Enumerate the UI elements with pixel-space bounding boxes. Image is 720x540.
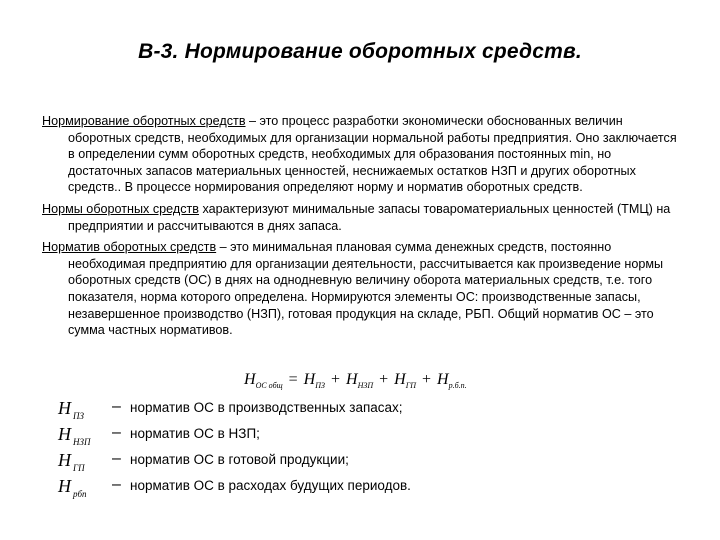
- formula-term-symbol: Н: [346, 371, 358, 388]
- formula-term-symbol: Н: [437, 371, 449, 388]
- formula-plus: +: [422, 371, 432, 388]
- legend-text: норматив ОС в производственных запасах;: [130, 400, 403, 415]
- paragraph-text: – это процесс разработки экономически обоснованных величин оборотных средств, необходимых для организации нормальной работы предприятия. Оно заключается в определении сумм оборотных средств, необходимых для образования постоянных min, но достаточных запасов материальных ценностей, неснижаемых остатков НЗП и других оборотных средств.. В процессе нормирования определяют норму и норматив оборотных средств.: [68, 114, 677, 195]
- legend-item: [58, 396, 698, 422]
- paragraph-normativ: [42, 239, 682, 339]
- legend-symbol-letter: Н: [58, 424, 71, 444]
- formula-term-subscript: НЗП: [357, 381, 374, 390]
- legend-symbol: [58, 398, 114, 421]
- legend-item: [58, 448, 698, 474]
- legend-symbol-subscript: рбп: [73, 489, 87, 499]
- formula-total-subscript: ОС общ: [255, 381, 283, 390]
- formula-total-symbol: Н: [244, 371, 256, 388]
- legend-dash: –: [112, 476, 121, 493]
- legend-symbol-subscript: ГП: [73, 463, 85, 473]
- legend-text: норматив ОС в готовой продукции;: [130, 452, 349, 467]
- formula-term-subscript: ГП: [405, 381, 417, 390]
- paragraph-normirovanie: [42, 113, 682, 196]
- formula-term-symbol: Н: [394, 371, 406, 388]
- legend-text: норматив ОС в НЗП;: [130, 426, 260, 441]
- formula-term-symbol: Н: [303, 371, 316, 388]
- formula-plus: +: [330, 371, 341, 388]
- legend-item: [58, 422, 698, 448]
- legend-symbol-subscript: ПЗ: [73, 411, 84, 421]
- total-normative-formula: [244, 371, 467, 390]
- formula-plus: +: [379, 371, 389, 388]
- legend-symbol: [58, 476, 114, 499]
- formula-equals: =: [288, 371, 298, 388]
- legend-symbol-subscript: НЗП: [73, 437, 91, 447]
- legend-dash: –: [112, 450, 121, 467]
- term-label: Нормы оборотных средств: [42, 201, 199, 216]
- legend-symbol: [58, 450, 114, 473]
- formula-term-subscript: ПЗ: [315, 381, 325, 390]
- legend-symbol: [58, 424, 114, 447]
- term-label: Норматив оборотных средств: [42, 240, 217, 255]
- legend-symbol-letter: Н: [58, 476, 71, 496]
- formula-legend: [58, 396, 698, 500]
- formula-term-subscript: р.б.п.: [448, 381, 467, 390]
- legend-dash: –: [112, 398, 121, 415]
- legend-item: [58, 474, 698, 500]
- paragraph-normy: [42, 201, 682, 234]
- legend-dash: –: [112, 424, 121, 441]
- paragraph-text: характеризуют минимальные запасы товароматериальных ценностей (ТМЦ) на предприятии и рассчитываются в днях запаса.: [68, 201, 671, 233]
- slide-title: В-3. Нормирование оборотных средств.: [138, 40, 582, 63]
- body-text: [42, 113, 682, 344]
- legend-symbol-letter: Н: [58, 450, 71, 470]
- paragraph-text: – это минимальная плановая сумма денежных средств, постоянно необходимая предприятию для организации деятельности, рассчитывается как произведение нормы оборотных средств (ОС) в днях на однодневную величину оборота материальных средств, т.е. того показателя, норма которого определена. Нормируются элементы ОС: производственные запасы, незавершенное производство (НЗП), готовая продукция на складе, РБП. Общий норматив ОС – это сумма частных нормативов.: [68, 240, 664, 338]
- legend-text: норматив ОС в расходах будущих периодов.: [130, 478, 411, 493]
- legend-symbol-letter: Н: [58, 398, 71, 418]
- term-label: Нормирование оборотных средств: [42, 114, 246, 128]
